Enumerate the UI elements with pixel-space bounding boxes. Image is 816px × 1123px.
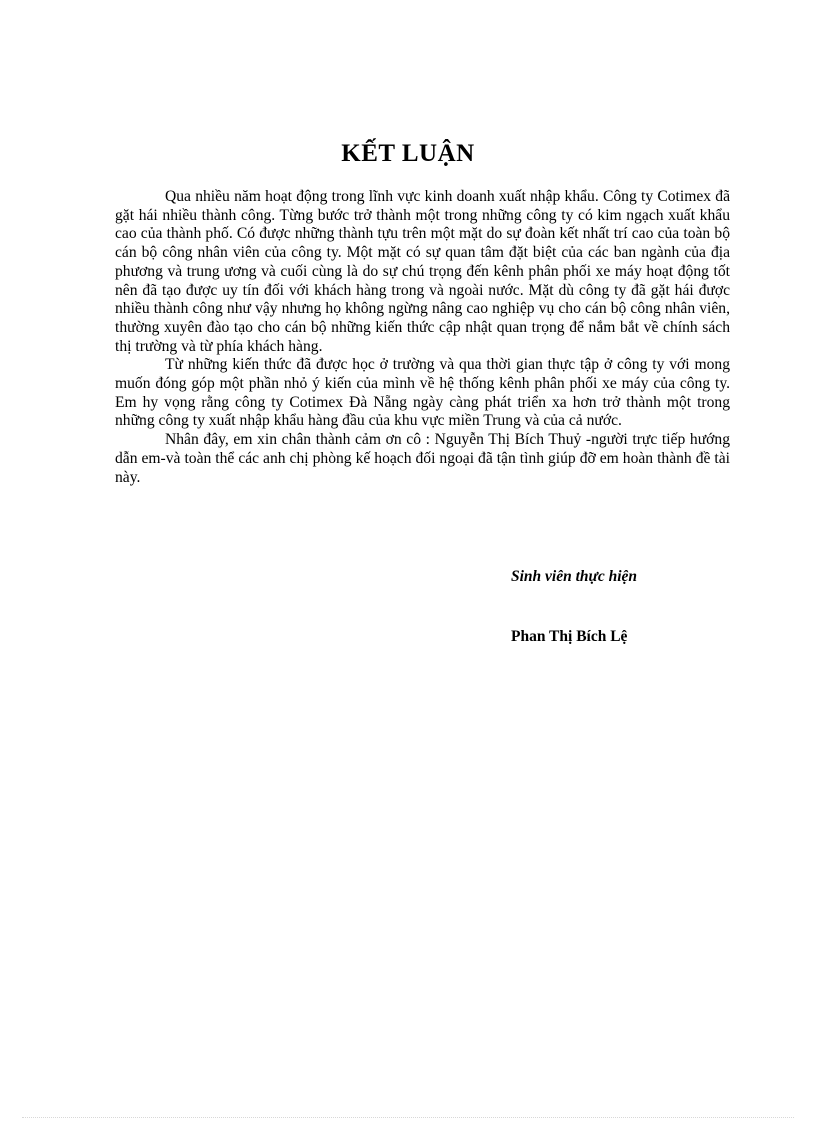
signature-name: Phan Thị Bích Lệ [511,628,628,645]
signature-role: Sinh viên thực hiện [511,568,637,585]
paragraph-hopes: Từ những kiến thức đã được học ở trường và qua thời gian thực tập ở công ty với mong muốn đóng góp một phần nhỏ ý kiến của mình về hệ thống kênh phân phối xe máy của công ty. Em hy vọng rằng công ty Cotimex Đà Nẵng ngày càng phát triển xa hơn trở thành một trong những công ty xuất nhập khẩu hàng đầu của khu vực miền Trung và của cả nước. [115,356,730,430]
conclusion-body [115,188,730,487]
paragraph-achievements: Qua nhiều năm hoạt động trong lĩnh vực kinh doanh xuất nhập khẩu. Công ty Cotimex đã gặt hái nhiều thành công. Từng bước trở thành một trong những công ty có kim ngạch xuất khẩu cao của thành phố. Có được những thành tựu trên một mặt do sự đoàn kết nhất trí cao của toàn bộ cán bộ công nhân viên của công ty. Một mặt có sự quan tâm đặt biệt của các ban ngành của địa phương và trung ương và cuối cùng là do sự chú trọng đến kênh phân phối xe máy hoạt động tốt nên đã tạo được uy tín đối với khách hàng trong và ngoài nước. Mặt dù công ty đã gặt hái được nhiều thành công như vậy nhưng họ không ngừng nâng cao nghiệp vụ cho cán bộ công nhân viên, thường xuyên đào tạo cho cán bộ những kiến thức cập nhật quan trọng để nắm bắt về chính sách thị trường và từ phía khách hàng. [115,188,730,355]
paragraph-thanks: Nhân đây, em xin chân thành cảm ơn cô : Nguyễn Thị Bích Thuỷ -người trực tiếp hướng dẫn em-và toàn thể các anh chị phòng kế hoạch đối ngoại đã tận tình giúp đỡ em hoàn thành đề tài này. [115,431,730,486]
footer-divider [22,1117,794,1118]
page-title: KẾT LUẬN [341,140,475,167]
